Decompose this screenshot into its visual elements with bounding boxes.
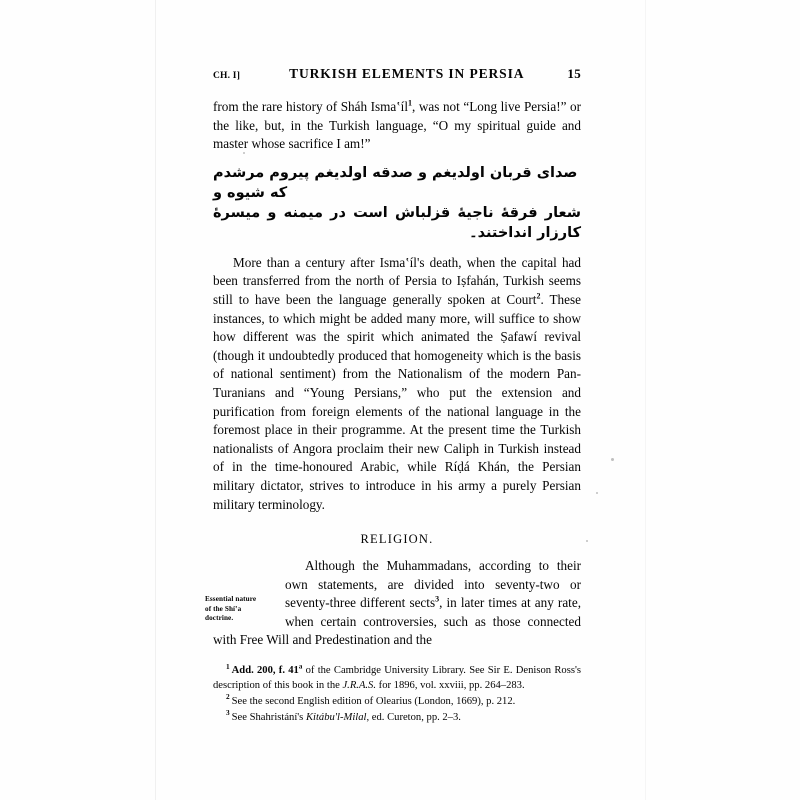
marginal-note <box>205 595 281 623</box>
footnote-1-ref: Add. 200, f. 41 <box>231 665 299 677</box>
footnote-2 <box>213 694 581 709</box>
chapter-label: CH. I] <box>213 71 241 81</box>
footnote-marker-3: 3 <box>435 594 440 604</box>
paragraph-main <box>213 254 581 514</box>
paragraph-opening <box>213 98 581 154</box>
scan-speck <box>611 458 614 461</box>
page-number: 15 <box>567 66 581 81</box>
page-title: TURKISH ELEMENTS IN PERSIA <box>289 66 525 81</box>
marginal-note-line-2: of the Shíʽa <box>205 604 242 613</box>
paragraph-religion-block <box>205 557 581 650</box>
verse-line-2: شعار فرقهٔ ناجیهٔ قزلباش است در میمنه و میسرهٔ کارزار انداختند۔ <box>213 204 581 241</box>
footnote-marker-1: 1 <box>408 98 412 108</box>
section-heading: RELIGION. <box>360 532 434 547</box>
scan-speck <box>586 540 588 542</box>
opening-text-b: , was not “Long live Persia!” or the like, but, in the Turkish language, “O my spiritual guide and master whose sacrifice I am!” <box>213 99 581 152</box>
scan-edge-line <box>645 0 646 800</box>
scan-gutter-line <box>155 0 156 800</box>
footnote-3-title: Kitábu'l-Milal <box>305 711 367 723</box>
footnote-2-text: See the second English edition of Olearius (London, 1669), p. 212. <box>231 695 516 707</box>
main-text-b: . These instances, to which might be added many more, will suffice to show how different was the spirit which animated the Ṣafawí revival (though it undoubtedly produced that homogeneity which is the basis of national sentiment) from the Nationalism of the modern Pan-Turanians and “Young Persians,” who put the extension and purification from foreign elements of the national language in the foremost place in their programme. At the present time the Turkish nationalists of Angora proclaim their new Caliph in Turkish instead of in the time-honoured Arabic, while Ríḍá Khán, the Persian military dictator, strives to introduce in his army a purely Persian military terminology. <box>213 291 581 512</box>
footnote-3 <box>213 710 581 725</box>
footnote-2-marker: 2 <box>226 692 230 702</box>
religion-text-a: Although the Muhammadans, according to their own statements, are divided into seventy-two or seventy-three different sects <box>285 558 581 611</box>
marginal-note-line-3: doctrine. <box>205 613 234 622</box>
footnote-3-text-b: , ed. Cureton, pp. 2–3. <box>366 711 461 723</box>
running-head <box>213 66 581 88</box>
footnote-3-marker: 3 <box>226 708 230 718</box>
footnote-marker-2: 2 <box>536 291 541 301</box>
footnotes <box>213 663 581 725</box>
scan-speck <box>596 492 598 494</box>
religion-text-b: , in later times at any rate, when certain controversies, such as those connected with Free Will and Predestination and the <box>213 595 581 648</box>
verse-line-1: صدای قربان اولدیغم و صدقه اولدیغم پیروم مرشدم که شیوه و <box>213 164 578 201</box>
footnote-1-ref-sup: a <box>298 662 303 671</box>
footnote-1-marker: 1 <box>226 661 230 671</box>
footnote-1-journal: J.R.A.S. <box>342 680 377 692</box>
footnote-1-text-a: of the Cambridge University Library. See Sir E. Denison Ross's description of this book in the <box>213 665 581 692</box>
persian-verse <box>213 163 581 243</box>
page-content <box>205 66 581 725</box>
opening-text-a: from the rare history of Sháh Ismaʽíl <box>213 99 408 114</box>
main-text-a: More than a century after Ismaʽíl's death, when the capital had been transferred from the north of Persia to Iṣfahán, Turkish seems still to have been the language generally spoken at Court <box>213 254 581 307</box>
footnote-1 <box>213 663 581 693</box>
footnote-1-text-b: for 1896, vol. xxviii, pp. 264–283. <box>376 680 525 692</box>
footnote-3-text-a: See Shahristání's <box>231 711 306 723</box>
marginal-note-line-1: Essential nature <box>205 595 257 604</box>
